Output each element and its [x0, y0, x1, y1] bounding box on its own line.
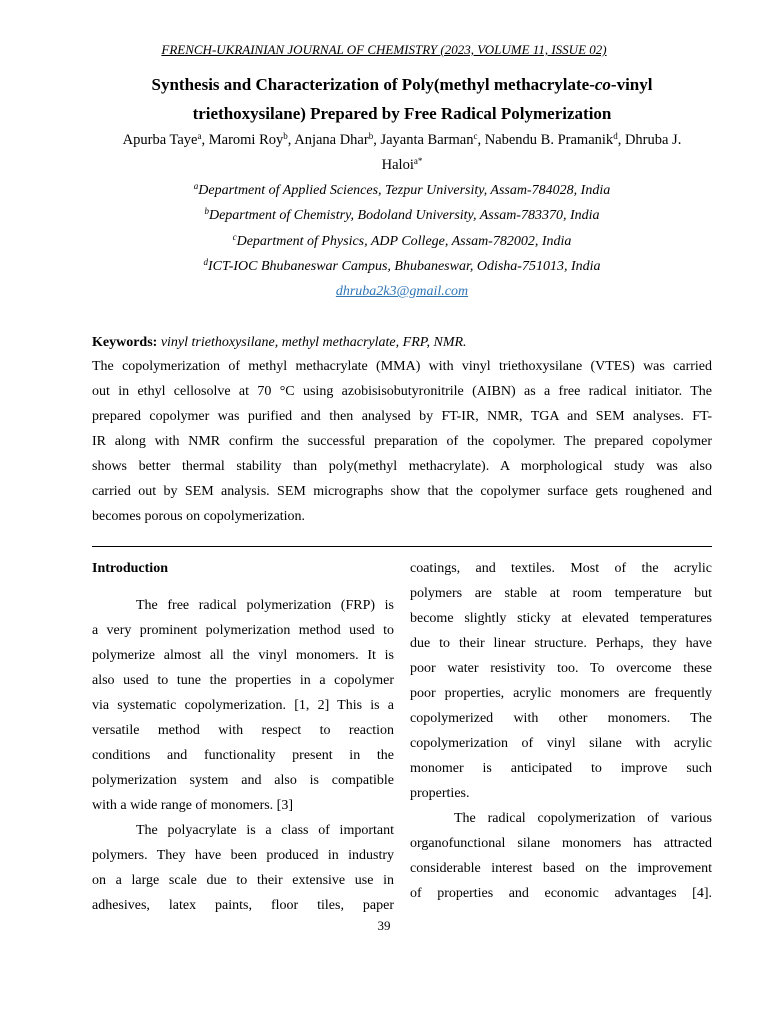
author-sup: a — [197, 131, 202, 141]
body-line: also used to tune the properties in a copolymer — [92, 673, 394, 688]
title-co: co — [594, 75, 611, 94]
affiliations — [92, 178, 712, 304]
body-line: polymers are stable at room temperature but — [410, 586, 712, 601]
body-line: The polyacrylate is a class of important — [136, 823, 394, 838]
author: Dhruba J. — [624, 132, 682, 148]
author-sup: d — [613, 131, 618, 141]
title-line2: triethoxysilane) Prepared by Free Radical Polymerization — [192, 104, 612, 123]
author: Maromi Roy — [208, 132, 284, 148]
body-line: copolymerized with other monomers. The — [410, 711, 712, 726]
author: Haloi — [381, 157, 414, 173]
right-column — [410, 556, 712, 906]
body-line: versatile method with respect to reaction — [92, 723, 394, 738]
affiliation-text: ICT-IOC Bhubaneswar Campus, Bhubaneswar, Odisha-751013, India — [207, 258, 601, 274]
email-link[interactable]: dhruba2k3@gmail.com — [335, 284, 469, 300]
paper-title — [92, 70, 712, 128]
author-sup: a* — [413, 156, 423, 166]
affiliation-text: Department of Physics, ADP College, Assam-782002, India — [236, 233, 572, 249]
body-line: on a large scale due to their extensive use in — [92, 873, 394, 888]
author: Jayanta Barman — [380, 132, 474, 148]
section-divider — [92, 546, 712, 547]
title-part2: -vinyl — [610, 75, 653, 94]
abstract-line: prepared copolymer was purified and then analysed by FT-IR, NMR, TGA and SEM analyses. FT- — [92, 409, 712, 424]
affiliation — [92, 178, 712, 203]
body-line: polymerization system and also is compatible — [92, 773, 394, 788]
body-line: poor water resistivity too. To overcome these — [410, 661, 712, 676]
body-line: considerable interest based on the improvement — [410, 861, 712, 876]
author: Anjana Dhar — [294, 132, 369, 148]
keywords-text: vinyl triethoxysilane, methyl methacrylate, FRP, NMR. — [160, 335, 467, 350]
journal-header: FRENCH-UKRAINIAN JOURNAL OF CHEMISTRY (2023, VOLUME 11, ISSUE 02) — [161, 42, 607, 57]
affiliation-sup: b — [204, 206, 209, 217]
body-line: via systematic copolymerization. [1, 2] This is a — [92, 698, 394, 713]
keywords-label: Keywords: — [92, 335, 158, 350]
affiliation-sup: a — [193, 181, 199, 191]
body-line: monomer is anticipated to improve such — [410, 761, 712, 776]
affiliation — [92, 203, 712, 228]
body-line: copolymerization of vinyl silane with acrylic — [410, 736, 712, 751]
abstract-line: carried out by SEM analysis. SEM micrographs show that the copolymer surface gets roughened and — [92, 484, 712, 499]
affiliation-sup: c — [232, 231, 237, 242]
abstract-line: IR along with NMR confirm the successful preparation of the copolymer. The prepared copolymer — [92, 434, 712, 449]
title-part1: Synthesis and Characterization of Poly(methyl methacrylate- — [151, 75, 595, 94]
author-sup: b — [283, 131, 288, 141]
keywords — [92, 330, 712, 355]
author-sup: c — [473, 131, 478, 141]
affiliation-text: Department of Chemistry, Bodoland University, Assam-783370, India — [208, 208, 600, 224]
page-number: 39 — [377, 918, 391, 933]
author: Nabendu B. Pramanik — [484, 132, 614, 148]
body-line: The radical copolymerization of various — [454, 811, 712, 826]
body-line: organofunctional silane monomers has attracted — [410, 836, 712, 851]
abstract-line: shows better thermal stability than poly(methyl methacrylate). A morphological study was also — [92, 459, 712, 474]
body-line: of properties and economic advantages [4]. — [410, 886, 712, 901]
affiliation — [92, 229, 712, 254]
abstract — [92, 354, 712, 529]
body-line: due to their linear structure. Perhaps, they have — [410, 636, 712, 651]
body-line: polymerize almost all the vinyl monomers. It is — [92, 648, 394, 663]
abstract-line: out in ethyl cellosolve at 70 °C using azobisisobutyronitrile (AIBN) as a free radical initiator. The — [92, 384, 712, 399]
body-line: with a wide range of monomers. [3] — [92, 798, 293, 813]
author: Apurba Taye — [122, 132, 198, 148]
body-line: coatings, and textiles. Most of the acrylic — [410, 561, 712, 576]
body-line: a very prominent polymerization method used to — [92, 623, 394, 638]
body-line: become slightly sticky at elevated temperatures — [410, 611, 712, 626]
body-line: adhesives, latex paints, floor tiles, paper — [92, 898, 394, 913]
body-line: properties. — [410, 786, 470, 801]
affiliation-text: Department of Applied Sciences, Tezpur University, Assam-784028, India — [198, 183, 611, 198]
affiliation-sup: d — [203, 256, 208, 267]
abstract-line: The copolymerization of methyl methacrylate (MMA) with vinyl triethoxysilane (VTES) was carried — [92, 359, 712, 374]
author-list: Apurba Taye$^a$, Maromi Roy$^b$, Anjana Dhar$^b$, Jayanta Barman$^c$, Nabendu B. Pramanik$^d$, Dhruba J. Haloi$^{a*}$ — [122, 131, 682, 173]
body-line: The free radical polymerization (FRP) is — [136, 598, 394, 613]
abstract-line: becomes porous on copolymerization. — [92, 509, 306, 524]
body-line: poor properties, acrylic monomers are frequently — [410, 686, 712, 701]
left-column — [92, 556, 394, 918]
intro-heading: Introduction — [92, 561, 168, 576]
body-line: conditions and functionality present in the — [92, 748, 394, 763]
body-line: polymers. They have been produced in industry — [92, 848, 394, 863]
affiliation — [92, 254, 712, 279]
author-sup: b — [368, 131, 374, 141]
